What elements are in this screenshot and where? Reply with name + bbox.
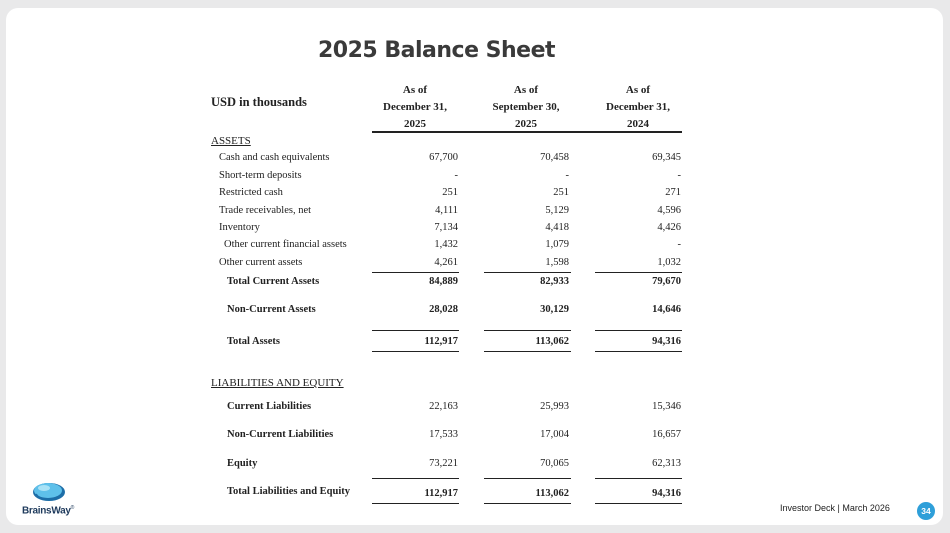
equity-value: 70,065 (540, 458, 569, 469)
total-assets-value: 113,062 (535, 336, 569, 347)
assets-heading: ASSETS (211, 135, 251, 147)
non-current-assets-value: 14,646 (652, 304, 681, 315)
row-value: 251 (553, 187, 569, 198)
total-assets-label: Total Assets (227, 336, 280, 347)
subtotal-rule (595, 330, 682, 331)
non-current-assets-value: 30,129 (540, 304, 569, 315)
current-liabilities-label: Current Liabilities (227, 401, 312, 412)
subtotal-rule (484, 478, 571, 479)
brainsway-logo-text: BrainsWay® (22, 505, 75, 517)
subtotal-rule (595, 272, 682, 273)
row-value: 4,596 (657, 205, 681, 216)
current-liabilities-value: 15,346 (652, 401, 681, 412)
row-value: - (565, 170, 569, 181)
row-value: 69,345 (652, 152, 681, 163)
subtotal-rule (595, 478, 682, 479)
row-value: 1,032 (657, 257, 681, 268)
column-header-1: As of December 31, (383, 84, 447, 113)
total-current-assets-label: Total Current Assets (227, 276, 320, 287)
row-value: 70,458 (540, 152, 569, 163)
total-rule (372, 351, 459, 352)
column-year-2: 2025 (515, 118, 537, 130)
column-header-3: As of December 31, (606, 84, 670, 113)
row-label: Cash and cash equivalents (219, 152, 330, 163)
liabilities-heading: LIABILITIES AND EQUITY (211, 377, 344, 389)
row-value: 4,418 (545, 222, 569, 233)
equity-value: 73,221 (429, 458, 458, 469)
unit-label: USD in thousands (211, 95, 307, 109)
column-year-1: 2025 (404, 118, 426, 130)
row-label: Inventory (219, 222, 260, 233)
total-liabilities-equity-value: 94,316 (652, 488, 681, 499)
page-number-badge: 34 (917, 502, 935, 520)
total-rule (595, 503, 682, 504)
row-value: - (677, 170, 681, 181)
total-rule (484, 351, 571, 352)
total-liabilities-equity-value: 113,062 (535, 488, 569, 499)
page-title: 2025 Balance Sheet (318, 38, 556, 63)
non-current-liabilities-value: 16,657 (652, 429, 681, 440)
row-value: 67,700 (429, 152, 458, 163)
total-current-assets-value: 82,933 (540, 276, 569, 287)
row-label: Short-term deposits (219, 170, 302, 181)
row-label: Other current financial assets (224, 239, 347, 250)
non-current-assets-value: 28,028 (429, 304, 458, 315)
equity-label: Equity (227, 458, 258, 469)
row-value: 7,134 (434, 222, 458, 233)
row-label: Restricted cash (219, 187, 283, 198)
current-liabilities-value: 22,163 (429, 401, 458, 412)
row-value: 4,261 (434, 257, 458, 268)
total-rule (484, 503, 571, 504)
row-value: - (677, 239, 681, 250)
header-rule (372, 131, 682, 133)
row-value: 1,079 (545, 239, 569, 250)
equity-value: 62,313 (652, 458, 681, 469)
row-label: Other current assets (219, 257, 303, 268)
row-value: 251 (442, 187, 458, 198)
row-value: 4,111 (435, 205, 458, 216)
row-value: 5,129 (545, 205, 569, 216)
current-liabilities-value: 25,993 (540, 401, 569, 412)
total-rule (595, 351, 682, 352)
subtotal-rule (372, 330, 459, 331)
total-liabilities-equity-label: Total Liabilities and Equity (227, 486, 351, 497)
footer-text: Investor Deck | March 2026 (780, 503, 890, 513)
total-current-assets-value: 79,670 (652, 276, 681, 287)
non-current-assets-label: Non-Current Assets (227, 304, 316, 315)
row-value: 4,426 (657, 222, 681, 233)
total-assets-value: 94,316 (652, 336, 681, 347)
subtotal-rule (372, 272, 459, 273)
total-assets-value: 112,917 (424, 336, 458, 347)
subtotal-rule (484, 330, 571, 331)
row-value: 271 (665, 187, 681, 198)
row-value: - (454, 170, 458, 181)
non-current-liabilities-value: 17,533 (429, 429, 458, 440)
row-value: 1,432 (434, 239, 458, 250)
total-current-assets-value: 84,889 (429, 276, 458, 287)
column-header-2: As of September 30, (492, 84, 560, 113)
non-current-liabilities-value: 17,004 (540, 429, 569, 440)
total-rule (372, 503, 459, 504)
subtotal-rule (484, 272, 571, 273)
total-liabilities-equity-value: 112,917 (424, 488, 458, 499)
column-year-3: 2024 (627, 118, 649, 130)
row-label: Trade receivables, net (219, 205, 312, 216)
subtotal-rule (372, 478, 459, 479)
non-current-liabilities-label: Non-Current Liabilities (227, 429, 334, 440)
row-value: 1,598 (545, 257, 569, 268)
